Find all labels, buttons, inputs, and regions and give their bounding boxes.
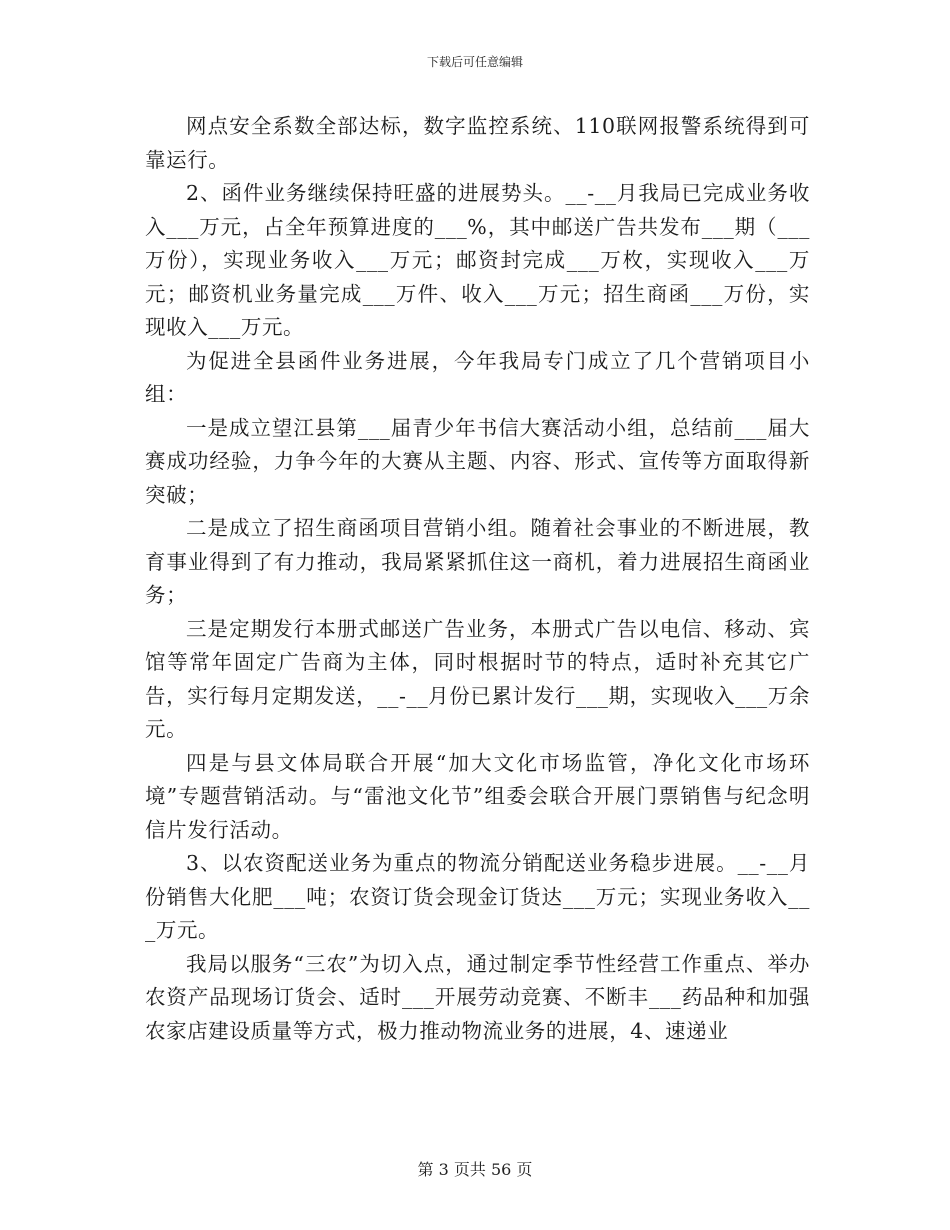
paragraph-5: 二是成立了招生商函项目营销小组。随着社会事业的不断进展，教育事业得到了有力推动，我局紧紧抓住这一商机，着力进展招生商函业务；	[145, 516, 810, 607]
page-footer: 第 3 页共 56 页	[417, 1160, 533, 1179]
paragraph-3: 为促进全县函件业务进展，今年我局专门成立了几个营销项目小组：	[145, 348, 810, 406]
document-body	[145, 110, 810, 1048]
paragraph-7: 四是与县文体局联合开展“加大文化市场监管，净化文化市场环境”专题营销活动。与“雷池文化节”组委会联合开展门票销售与纪念明信片发行活动。	[145, 750, 810, 842]
paragraph-9: 我局以服务“三农”为切入点，通过制定季节性经营工作重点、举办农资产品现场订货会、适时___开展劳动竞赛、不断丰___药品种和加强农家店建设质量等方式，极力推动物流业务的进展，4、速递业	[145, 951, 810, 1043]
paragraph-1: 网点安全系数全部达标，数字监控系统、110联网报警系统得到可靠运行。	[145, 114, 810, 172]
page-header: 下载后可任意编辑	[426, 55, 523, 69]
paragraph-8: 3、以农资配送业务为重点的物流分销配送业务稳步进展。__-__月份销售大化肥___吨；农资订货会现金订货达___万元；实现业务收入___万元。	[145, 851, 810, 942]
paragraph-4: 一是成立望江县第___届青少年书信大赛活动小组，总结前___届大赛成功经验，力争今年的大赛从主题、内容、形式、宣传等方面取得新突破；	[145, 415, 810, 507]
paragraph-2: 2、函件业务继续保持旺盛的进展势头。__-__月我局已完成业务收入___万元，占全年预算进度的___%，其中邮送广告共发布___期（___万份），实现业务收入___万元；邮资封完成___万枚，实现收入___万元；邮资机业务量完成___万件、收入___万元；招生商函___万份，实现收入___万元。	[145, 181, 810, 339]
paragraph-6: 三是定期发行本册式邮送广告业务，本册式广告以电信、移动、宾馆等常年固定广告商为主体，同时根据时节的特点，适时补充其它广告，实行每月定期发送，__-__月份已累计发行___期，实现收入___万余元。	[145, 616, 810, 741]
